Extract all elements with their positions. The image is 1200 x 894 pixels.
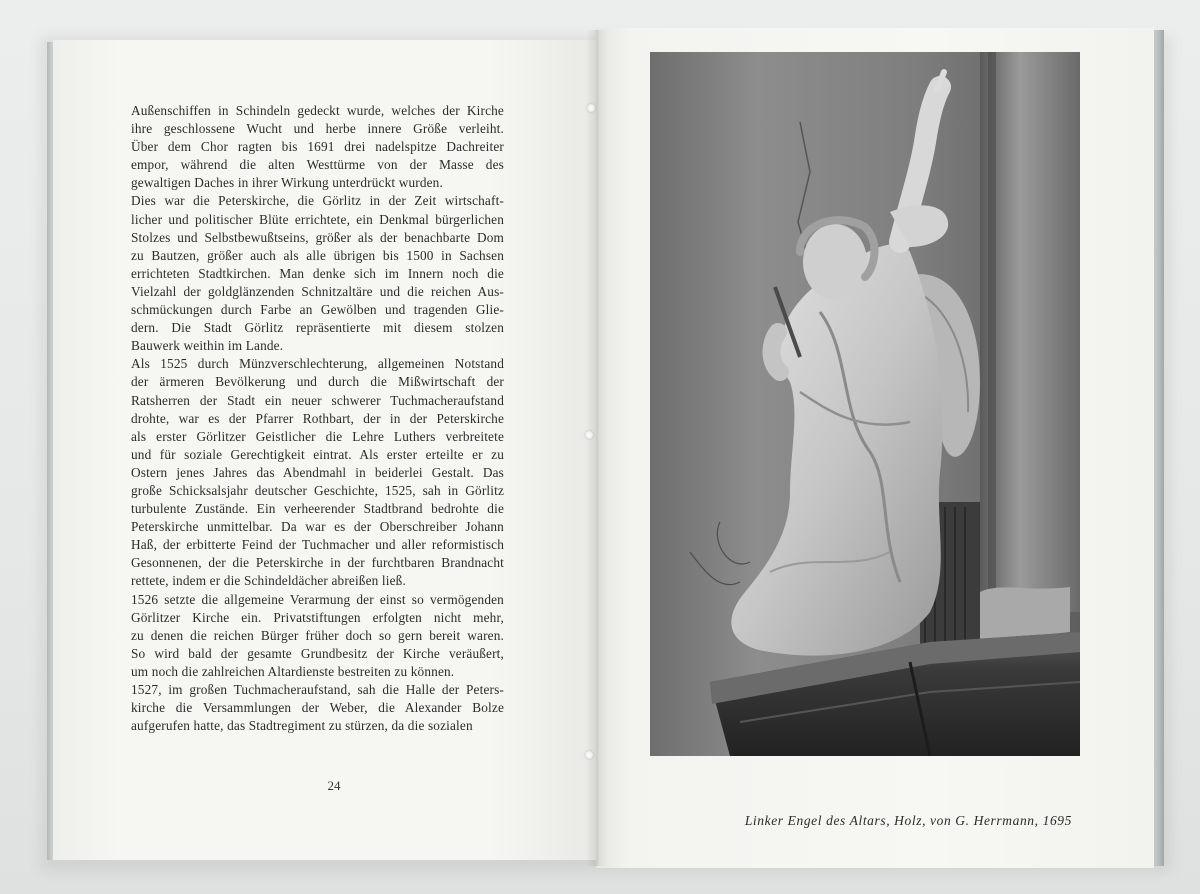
text-line: kirche die Versammlungen der Weber, die Alexander Bolze	[131, 700, 504, 716]
text-line: zu Bautzen, größer auch als alle übrigen bis 1500 in Sachsen	[131, 247, 504, 263]
text-line: So wird bald der gesamte Grundbesitz der Kirche veräußert,	[131, 645, 504, 661]
text-line: Bauwerk weithin im Lande.	[131, 338, 284, 354]
text-line: empor, während die alten Westtürme von der Masse des	[131, 157, 504, 173]
text-line: Über dem Chor ragten bis 1691 drei nadelspitze Dachreiter	[131, 139, 504, 155]
page-number: 24	[327, 778, 341, 793]
photo-caption: Linker Engel des Altars, Holz, von G. Herrmann, 1695	[744, 813, 1072, 828]
text-line: Dies war die Peterskirche, die Görlitz in der Zeit wirtschaft-	[131, 193, 504, 209]
book-gutter	[586, 30, 608, 866]
text-line: als erster Görlitzer Geistlicher die Lehre Luthers verbreitete	[131, 428, 504, 444]
text-line: um noch die zahlreichen Altardienste bestreiten zu können.	[131, 663, 455, 679]
text-line: große Schicksalsjahr deutscher Geschichte, 1525, sah in Görlitz	[131, 482, 504, 498]
text-line: Gesonnenen, der die Peterskirche in der furchtbaren Brandnacht	[131, 555, 504, 571]
text-line: 1527, im großen Tuchmacheraufstand, sah die Halle der Peters-	[131, 682, 504, 697]
text-line: Als 1525 durch Münzverschlechterung, allgemeinen Notstand	[131, 356, 504, 372]
text-line: der ärmeren Bevölkerung und durch die Mißwirtschaft der	[131, 374, 504, 390]
text-line: Vielzahl der goldglänzenden Schnitzaltäre und die reichen Aus-	[131, 283, 504, 299]
text-line: ihre geschlossene Wucht und herbe innere Größe verleiht.	[131, 121, 504, 137]
text-line: licher und politischer Blüte errichtete, ein Denkmal bürgerlichen	[131, 211, 504, 227]
angel-sculpture-photo	[650, 52, 1080, 756]
staple-hole-top	[587, 104, 595, 112]
text-line: 1526 setzte die allgemeine Verarmung der einst so vermögenden	[131, 591, 504, 607]
text-line: gewaltigen Daches in ihrer Wirkung unterdrückt wurden.	[131, 175, 443, 191]
text-line: Peterskirche unmittelbar. Da war es der Oberschreiber Johann	[131, 519, 504, 535]
text-line: aufgerufen hatte, das Stadtregiment zu stürzen, da die sozialen	[131, 718, 473, 734]
text-line: errichteten Stadtkirchen. Man denke sich im Innern noch die	[131, 265, 504, 281]
text-line: Stolzes und Selbstbewußtseins, größer als der benachbarte Dom	[131, 229, 504, 245]
text-line: Ostern jenes Jahres das Abendmahl in beiderlei Gestalt. Das	[131, 464, 504, 480]
text-line: rettete, indem er die Schindeldächer abreißen ließ.	[131, 573, 406, 589]
text-line: turbulente Zustände. Ein verheerender Stadtbrand bedrohte die	[131, 501, 504, 517]
body-text	[131, 102, 504, 735]
text-line: drohte, war es der Pfarrer Rothbart, der in der Peterskirche	[131, 410, 504, 426]
text-line: und für soziale Gerechtigkeit eintrat. Als erster erteilte er zu	[131, 446, 504, 462]
text-line: Haß, der erbitterte Feind der Tuchmacher und aller reformistisch	[131, 537, 504, 553]
text-line: dern. Die Stadt Görlitz repräsentierte mit diesem stolzen	[131, 320, 504, 336]
text-line: Ratsherren der Stadt ein neuer schwerer Tuchmacheraufstand	[131, 392, 504, 408]
staple-hole-middle	[585, 431, 593, 439]
text-line: Görlitzer Kirche ein. Privatstiftungen erfolgten nicht mehr,	[131, 609, 504, 625]
staple-hole-bottom	[585, 751, 593, 759]
text-line: schmückungen durch Farbe an Gewölben und tragenden Glie-	[131, 302, 504, 318]
text-line: Außenschiffen in Schindeln gedeckt wurde, welches der Kirche	[131, 103, 504, 118]
text-line: zu denen die reichen Bürger früher doch so gern bereit waren.	[131, 627, 504, 643]
